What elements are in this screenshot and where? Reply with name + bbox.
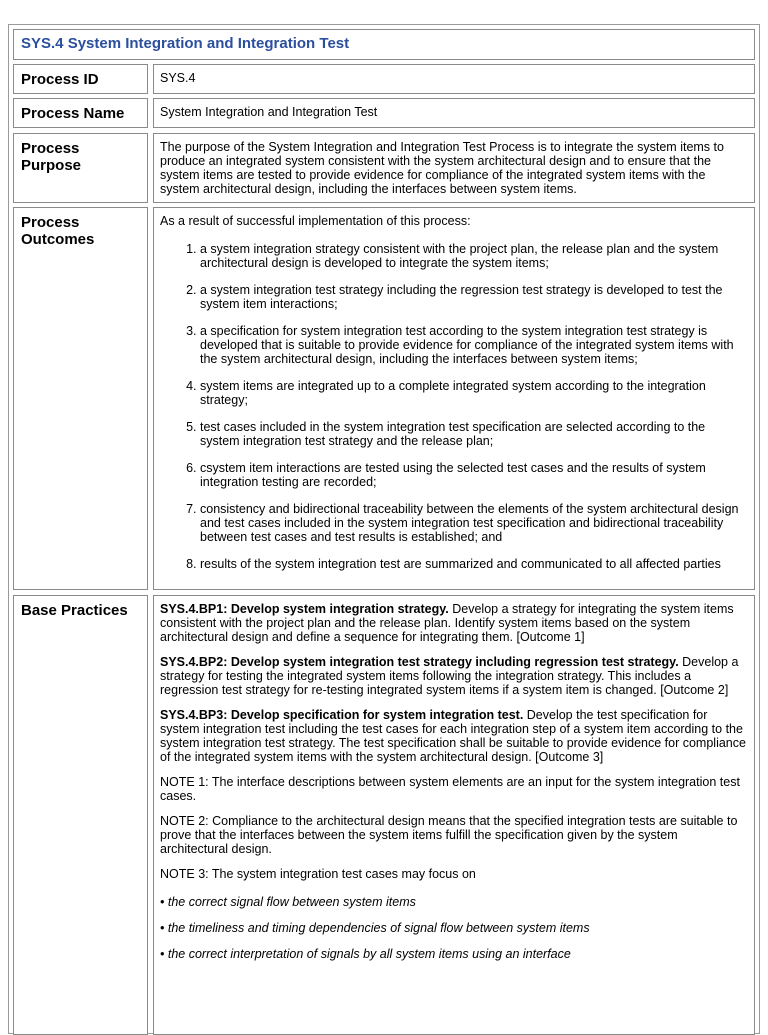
process-outcomes-label: Process Outcomes: [21, 214, 95, 248]
base-practices-value-cell: [153, 595, 755, 1035]
process-outcomes-value-cell: [153, 207, 755, 590]
base-practice-title: SYS.4.BP2: Develop system integration test strategy including regression test strategy.: [160, 655, 679, 669]
page-title: SYS.4 System Integration and Integration Test: [21, 35, 350, 52]
outcome-item: 8. results of the system integration test are summarized and communicated to all affected parties: [200, 557, 746, 571]
note-bullet: • the correct interpretation of signals by all system items using an interface: [160, 947, 571, 961]
base-practice-text: Develop the test specification for system integration test including the test cases for each integration step of a system item according to the system integration test strategy. The test specification shall be suitable to provide evidence for compliance of the integrated system items with the system architectural design. [Outcome 3]: [160, 708, 746, 764]
note-bullet: • the correct signal flow between system items: [160, 895, 416, 909]
process-purpose-label-cell: [13, 133, 148, 203]
outcomes-list: [160, 242, 746, 571]
base-practices-label-cell: [13, 595, 148, 1035]
process-name-value-cell: [153, 98, 755, 128]
process-name-value: System Integration and Integration Test: [160, 105, 378, 119]
process-purpose-value-cell: [153, 133, 755, 203]
process-id-value-cell: [153, 64, 755, 94]
base-practice-item: [160, 655, 746, 697]
base-practice-title: SYS.4.BP3: Develop specification for system integration test.: [160, 708, 524, 722]
process-purpose-value: The purpose of the System Integration and Integration Test Process is to integrate the system items to produce an integrated system consistent with the system architectural design and to ensure that the system items are tested to provide evidence for compliance of the integrated system items with the system architectural design, including the interfaces between system items.: [160, 140, 724, 196]
process-header: [13, 29, 755, 60]
base-practice-title: SYS.4.BP1: Develop system integration strategy.: [160, 602, 449, 616]
base-practices-content: [160, 602, 746, 973]
process-id-value: SYS.4: [160, 71, 196, 85]
outcome-item: 3. a specification for system integration test according to the system integration test strategy is developed that is suitable to provide evidence for compliance of the integrated system items with the system architectural design, including the interfaces between system items;: [200, 324, 746, 366]
note-1: NOTE 1: The interface descriptions between system elements are an input for the system integration test cases.: [160, 775, 740, 803]
process-outcomes-content: [160, 214, 746, 584]
note-bullet: • the timeliness and timing dependencies of signal flow between system items: [160, 921, 590, 935]
outcomes-intro: As a result of successful implementation of this process:: [160, 214, 471, 228]
process-outcomes-label-cell: [13, 207, 148, 590]
process-id-label-cell: [13, 64, 148, 94]
process-purpose-label: Process Purpose: [21, 140, 82, 174]
process-name-label: Process Name: [21, 105, 125, 122]
outcome-item: 6. csystem item interactions are tested using the selected test cases and the results of system integration testing are recorded;: [200, 461, 746, 489]
outcome-item: 7. consistency and bidirectional traceability between the elements of the system architectural design and test cases included in the system integration test specification and bidirectional traceability between test cases and test results is established; and: [200, 502, 746, 544]
base-practice-text: Develop a strategy for testing the integrated system items following the integration strategy. This includes a regression test strategy for re-testing integrated system items if a system item is changed. [Outcome 2]: [160, 655, 739, 697]
outcome-item: 1. a system integration strategy consistent with the project plan, the release plan and the system architectural design is developed to integrate the system items;: [200, 242, 746, 270]
base-practices-label: Base Practices: [21, 602, 128, 619]
note-2: NOTE 2: Compliance to the architectural design means that the specified integration tests are suitable to prove that the interfaces between the system items fulfill the specification given by the system architectural design.: [160, 814, 738, 856]
process-name-label-cell: [13, 98, 148, 128]
base-practice-text: Develop a strategy for integrating the system items consistent with the project plan and the release plan. Identify system items based on the system architectural design and define a sequence for integrating them. [Outcome 1]: [160, 602, 734, 644]
base-practice-item: [160, 602, 746, 644]
base-practice-item: [160, 708, 746, 764]
outcome-item: 5. test cases included in the system integration test specification are selected according to the system integration test strategy and the release plan;: [200, 420, 746, 448]
process-id-label: Process ID: [21, 71, 99, 88]
note-3: NOTE 3: The system integration test cases may focus on: [160, 867, 476, 881]
outcome-item: 2. a system integration test strategy including the regression test strategy is developed to test the system item interactions;: [200, 283, 746, 311]
outcome-item: 4. system items are integrated up to a complete integrated system according to the integration strategy;: [200, 379, 746, 407]
